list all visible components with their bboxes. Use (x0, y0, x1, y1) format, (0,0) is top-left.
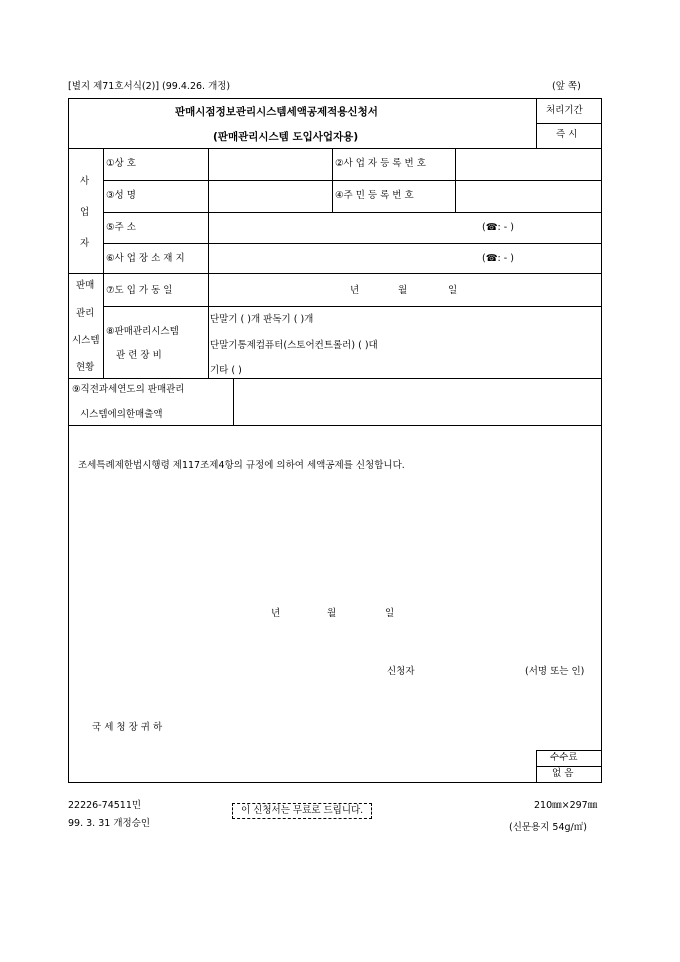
business-reg-number-label: ②사 업 자 등 록 번 호 (335, 158, 426, 169)
frame-right (601, 98, 602, 783)
paper-type: (신문용지 54g/㎡) (509, 822, 587, 833)
paper-size: 210㎜×297㎜ (534, 800, 598, 811)
applicant-section-label-2: 업 (80, 207, 90, 218)
address-label: ⑤주 소 (106, 222, 136, 233)
frame-left (68, 98, 69, 783)
intro-year: 년 (350, 285, 360, 296)
processing-period-label: 처리기간 (546, 105, 583, 116)
sign-day: 일 (385, 608, 395, 619)
applicant-section-label-1: 사 (80, 176, 90, 187)
sales-label-1: ⑨직전과세연도의 판매관리 (72, 384, 185, 395)
fee-value: 없 음 (552, 768, 574, 779)
business-name-label: ①상 호 (106, 158, 136, 169)
frame-top (68, 98, 602, 99)
system-section-label-4: 현황 (76, 362, 95, 373)
form-number: [별지 제71호서식(2)] (99.4.26. 개정) (68, 81, 231, 92)
signature-label: (서명 또는 인) (525, 666, 585, 677)
fee-label: 수수료 (550, 752, 578, 763)
system-section-label-1: 판매 (76, 280, 95, 291)
frame-bottom (68, 782, 602, 783)
intro-date-label: ⑦도 입 가 동 일 (106, 285, 173, 296)
intro-day: 일 (448, 285, 458, 296)
form-code: 22226-74511민 (68, 800, 142, 811)
applicant-label: 신청자 (387, 666, 415, 677)
business-location-phone: (☎: - ) (482, 253, 514, 264)
intro-month: 월 (398, 285, 408, 296)
application-statement: 조세특례제한법시행령 제117조제4항의 규정에 의하여 세액공제를 신청합니다. (78, 460, 405, 471)
equipment-other: 기타 ( ) (210, 365, 242, 376)
form-title: 판매시점정보관리시스템세액공제적용신청서 (175, 106, 378, 118)
equipment-label-2: 관 련 장 비 (116, 350, 162, 361)
equipment-controller: 단말기통제컴퓨터(스토어컨트롤러) ( )대 (210, 340, 378, 351)
processing-period-value: 즉 시 (556, 129, 578, 140)
form-subtitle: (판매관리시스템 도입사업자용) (213, 131, 359, 143)
page-side-label: (앞 쪽) (552, 81, 581, 92)
addressee: 국 세 청 장 귀 하 (92, 722, 163, 733)
free-notice (232, 803, 372, 819)
sales-label-2: 시스템에의한매출액 (80, 409, 163, 420)
resident-reg-number-label: ④주 민 등 록 번 호 (335, 190, 414, 201)
business-location-label: ⑥사 업 장 소 재 지 (106, 253, 185, 264)
applicant-section-label-3: 자 (80, 238, 90, 249)
sign-year: 년 (271, 608, 281, 619)
free-notice-text: 이 신청서는 무료로 드립니다. (241, 805, 364, 816)
sign-month: 월 (327, 608, 337, 619)
representative-name-label: ③성 명 (106, 190, 136, 201)
approval-date: 99. 3. 31 개정승인 (68, 818, 151, 829)
equipment-label-1: ⑧판매관리시스템 (106, 326, 179, 337)
equipment-terminals: 단말기 ( )개 판독기 ( )개 (210, 314, 314, 325)
system-section-label-3: 시스템 (72, 335, 100, 346)
address-phone: (☎: - ) (482, 222, 514, 233)
system-section-label-2: 관리 (76, 308, 95, 319)
